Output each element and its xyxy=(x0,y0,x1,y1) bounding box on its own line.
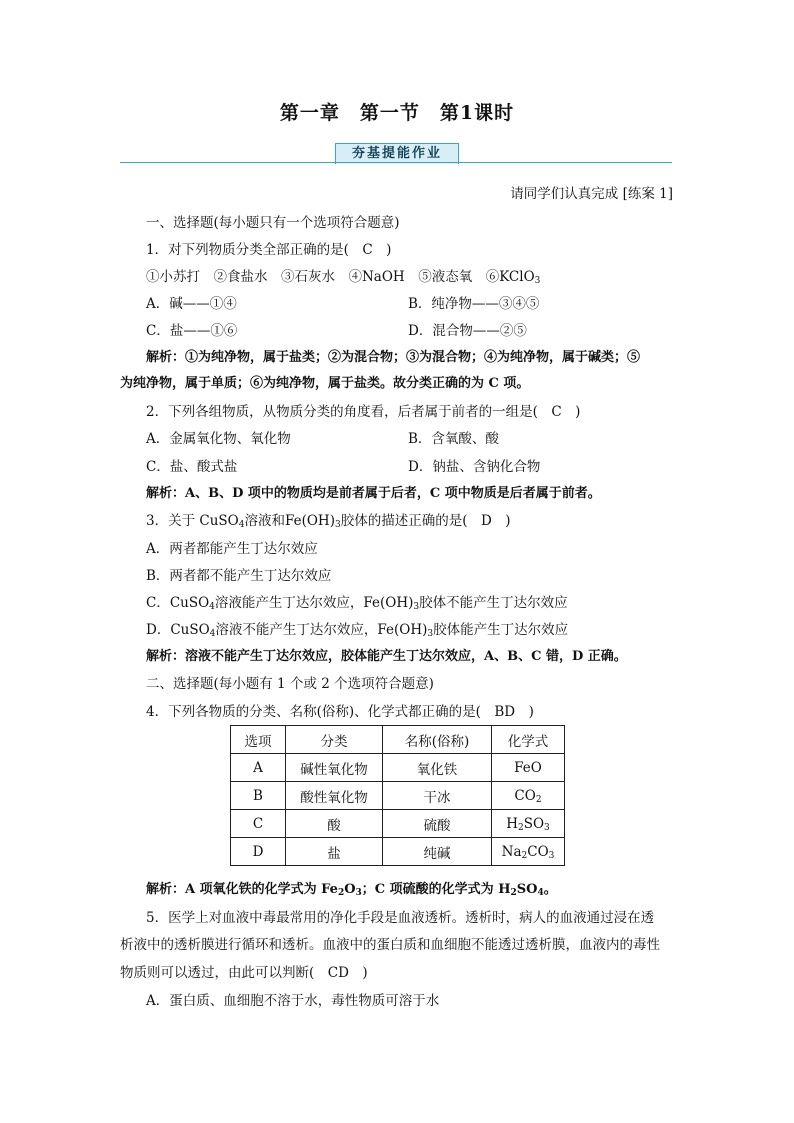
question-5-line-1: 5．医学上对血液中毒最常用的净化手段是血液透析。透析时，病人的血液通过浸在透 xyxy=(146,910,655,926)
question-1-option-b: B．纯净物——③④⑤ xyxy=(408,296,540,312)
table-cell: FeO xyxy=(492,754,565,782)
question-2-analysis: 解析：A、B、D 项中的物质均是前者属于后者，C 项中物质是后者属于前者。 xyxy=(146,486,601,501)
question-3-option-c: C．CuSO$_4$溶液能产生丁达尔效应，$Fe(OH)_3$胶体不能产生丁达尔效应 xyxy=(146,595,568,612)
table-cell: $CO_2$ xyxy=(492,782,565,810)
table-cell: C xyxy=(231,810,286,838)
question-1-stem: 1．对下列物质分类全部正确的是( C ) xyxy=(146,242,392,258)
question-2-option-c: C．盐、酸式盐 xyxy=(146,459,238,475)
question-1-option-c: C．盐——①⑥ xyxy=(146,323,238,339)
table-cell: $Na_2CO_3$ xyxy=(492,838,565,866)
table-row xyxy=(231,810,565,838)
question-2-option-d: D．钠盐、含钠化合物 xyxy=(408,459,541,475)
table-row xyxy=(231,838,565,866)
question-5-option-a: A．蛋白质、血细胞不溶于水，毒性物质可溶于水 xyxy=(146,993,440,1009)
table-cell: A xyxy=(231,754,286,782)
question-2-stem: 2．下列各组物质，从物质分类的角度看，后者属于前者的一组是( C ) xyxy=(146,404,581,420)
table-cell: 干冰 xyxy=(383,782,492,810)
question-3-option-d: D．CuSO$_4$溶液不能产生丁达尔效应，$Fe(OH)_3$胶体能产生丁达尔效应 xyxy=(146,622,569,639)
table-cell: 碱性氧化物 xyxy=(286,754,383,782)
question-5-line-3: 物质则可以透过，由此可以判断( CD ) xyxy=(120,965,368,981)
table-row xyxy=(231,754,565,782)
section-heading-2: 二、选择题(每小题有 1 个或 2 个选项符合题意) xyxy=(146,676,434,692)
question-1-option-a: A．碱——①④ xyxy=(146,296,237,312)
header-divider xyxy=(120,162,672,163)
question-3-option-b: B．两者都不能产生丁达尔效应 xyxy=(146,568,332,584)
practice-note: 请同学们认真完成 [练案 1] xyxy=(510,186,673,202)
question-1-option-d: D．混合物——②⑤ xyxy=(408,323,527,339)
table-cell: 盐 xyxy=(286,838,383,866)
page-title: 第一章 第一节 第1课时 xyxy=(279,102,515,124)
question-4-analysis: 解析：A 项氧化铁的化学式为 $Fe_2O_3$；C 项硫酸的化学式为 $H_2SO_4$。 xyxy=(146,882,557,898)
question-3-stem: 3．关于 CuSO$_4$溶液和$Fe(OH)_3$胶体的描述正确的是( D ) xyxy=(146,513,511,530)
question-1-items: ①小苏打 ②食盐水 ③石灰水 ④NaOH ⑤液态氧 ⑥KClO$_3$ xyxy=(146,269,541,286)
table-cell: 氧化铁 xyxy=(383,754,492,782)
table-cell: D xyxy=(231,838,286,866)
table-row xyxy=(231,782,565,810)
question-4-stem: 4．下列各物质的分类、名称(俗称)、化学式都正确的是( BD ) xyxy=(146,704,534,720)
table-cell: $H_2SO_3$ xyxy=(492,810,565,838)
question-1-analysis-line-2: 为纯净物，属于单质；⑥为纯净物，属于盐类。故分类正确的为 C 项。 xyxy=(120,376,530,391)
question-3-analysis: 解析：溶液不能产生丁达尔效应，胶体能产生丁达尔效应，A、B、C 错，D 正确。 xyxy=(146,649,627,664)
table-cell: B xyxy=(231,782,286,810)
table-cell: 硫酸 xyxy=(383,810,492,838)
table-cell: 酸 xyxy=(286,810,383,838)
question-2-option-a: A．金属氧化物、氧化物 xyxy=(146,431,291,447)
table-header-row xyxy=(231,726,565,754)
table-header: 分类 xyxy=(286,726,383,754)
section-heading-1: 一、选择题(每小题只有一个选项符合题意) xyxy=(146,215,400,231)
question-4-table xyxy=(230,725,565,866)
table-header: 化学式 xyxy=(492,726,565,754)
homework-badge: 夯基提能作业 xyxy=(335,143,459,164)
table-cell: 纯碱 xyxy=(383,838,492,866)
question-5-line-2: 析液中的透析膜进行循环和透析。血液中的蛋白质和血细胞不能透过透析膜，血液内的毒性 xyxy=(120,937,660,953)
question-2-option-b: B．含氧酸、酸 xyxy=(408,431,499,447)
table-header: 名称(俗称) xyxy=(383,726,492,754)
question-3-option-a: A．两者都能产生丁达尔效应 xyxy=(146,541,318,557)
table-header: 选项 xyxy=(231,726,286,754)
table-cell: 酸性氧化物 xyxy=(286,782,383,810)
question-1-analysis-line-1: 解析：①为纯净物，属于盐类；②为混合物；③为混合物；④为纯净物，属于碱类；⑤ xyxy=(146,350,641,365)
